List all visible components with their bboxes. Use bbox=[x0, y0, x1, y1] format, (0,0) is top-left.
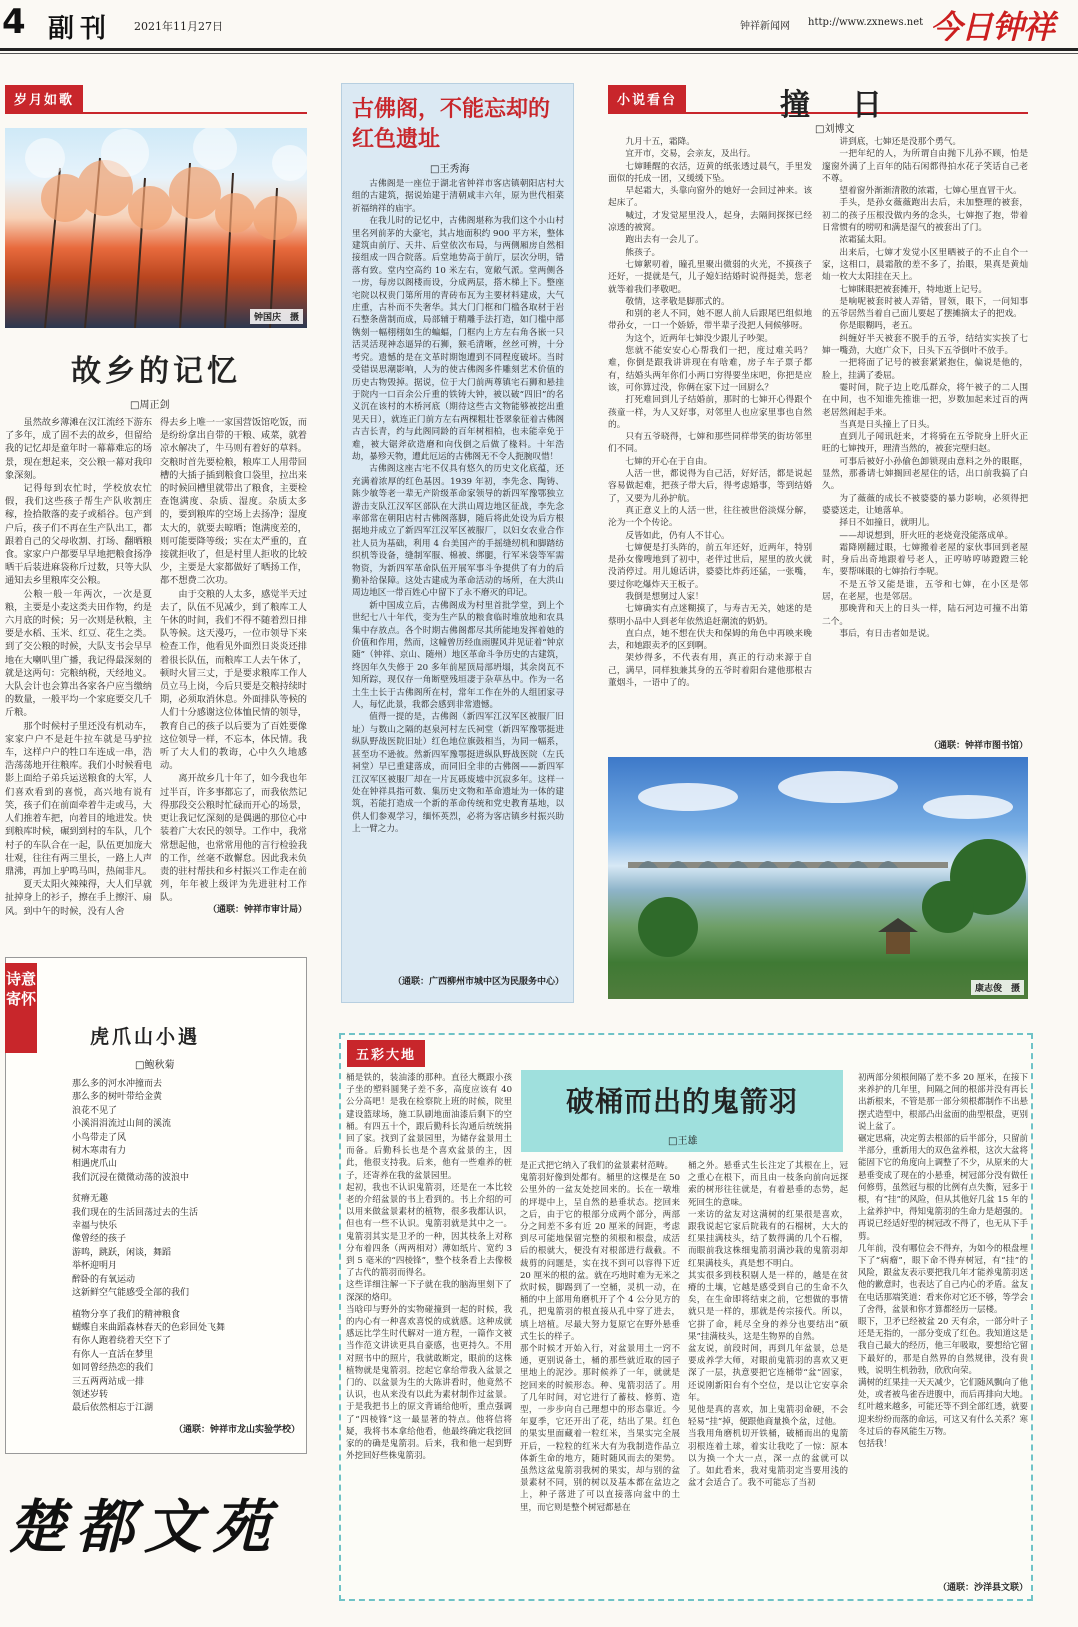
poem-line: 像曾经的孩子 bbox=[72, 1234, 127, 1245]
essay-source: （通联：沙洋县文联） bbox=[937, 1583, 1028, 1593]
paragraph: 直到儿子闻讯赶来，才将骑在五爷院身上肝火正旺的七婶拽开，理清当然的，被套完壁归赵。 bbox=[822, 432, 1028, 455]
paragraph: 七婶确实有点迷糊摸了，与寿吉无关，她迷的是蔡明小品中人到老年依然追赶潮流的奶奶。 bbox=[608, 604, 812, 627]
poem-line: 小鸟带走了风 bbox=[72, 1132, 127, 1143]
paragraph: 架炒得多，不代表有用，真正的行动来源于自己，满早，同样独兼其身的五爷时着阳台建他那根古董烟斗，一语中了的。 bbox=[608, 653, 812, 689]
paragraph: 公粮一般一年两次，一次是夏粮，主要是小麦这类夫田作物，约是六月底的时候；另一次则是秋粮，主要是水稻、玉米、红豆、花生之类。到了交公粮的时候，大队支书会早早地在大喇叭里广播，我记得最深刻的就是这两句：完粮纳税，天经地义。大队会计也会算出各家各户应当缴纳的数量，一般平均一个家庭要交几千斤粮。 bbox=[5, 588, 152, 719]
paragraph: 九月十五，霜降。 bbox=[625, 137, 695, 147]
paragraph: 是响呢被套时被人弄错，冒领，眼下，一问知事的五爷居然当着自己面儿要起了摆摊摘太子的把戏。 bbox=[822, 296, 1028, 320]
article-body-right bbox=[160, 416, 307, 905]
paragraph: 古佛阁这座古宅不仅具有悠久的历史文化底蕴，还充满着浓厚的红色基因。1939 年初，李先念、陶铸、陈少敏等老一辈无产阶级革命家领导的新四军豫鄂独立游击支队江汉军区部队在大洪山周边地区征战，李先念率部常在朝阳店村古佛阁落脚，随后将此处设为后方根据地并成立了新四军江汉军区被服厂，以妇女农业合作社人员为基础，利用 4 台美国产的手摇缝纫机和脚踏纺织机等设备，缝制军服、棉被、绑腿，行军米袋等军需物资，为新四军革命队伍开展军事斗争提供了有力的后勤补给保障。这处古建成为革命活动的场所，在大洪山周边地区一带百姓心中留下了永不磨灭的印记。 bbox=[352, 464, 564, 599]
paragraph: 在我儿时的记忆中，古佛阁堪称为我们这个小山村里名列前茅的大豪宅，其占地面积约 900 平方米，整体建筑由前厅、天井、后堂依次布局，与两侧厢房自然相接组成一四合院落。后堂地势高于前厅，层次分明，错落有致。堂内空高约 10 米左右，宽敞气派。堂两侧各一房，每房以阁楼而设，分成两层，搭木梯上下。整座宅院以权贵门第所用的青砖布瓦为主要材料建成，大气庄重，古朴而不失奢华。其大门门框和门槛各取材于岩石整条凿制而成，局部辅于精雕手法打造，如门槛中部镌刻一幅栩栩如生的蝙蝠，门框内上方左右角各嵌一只活灵活现神态逼异的石狮，猴毛清晰，丝丝可辨，十分考究。遗憾的是在文革时期饱遭到不同程度破坏。当时受错误思潮影响，人为的使古佛阁多件雕刻艺术价值的历史古物毁掉。据说，位于大门前两尊镇宅石狮和悬挂于院内一口百余公斤重的铁铸大钟，被以破“四旧”的名义沉在该村的木桥河底（期待这些古文物能够被挖出重见天日），就连正门前方左右两棵粗壮苍翠象征着古佛阁古吉长青，约与此阁同龄的百年树相柏，也未能幸免于难，被大锯斧砍造磨和向伐倒之后做了椽料。十年浩劫，暴殄天物，遭此厄运的古佛阁无不令人扼腕叹惜！ bbox=[352, 216, 564, 462]
paragraph: 当真是日头撞上了日头。 bbox=[839, 419, 935, 430]
poem-line: 领述岁转 bbox=[72, 1389, 109, 1400]
paragraph: 择日不如撞日，就明儿。 bbox=[839, 518, 935, 529]
paragraph: 夏天太阳火辣辣得，大人们早就扯掉身上的衫子，擦在手上擦汗、扇风。到中午的时候，没有人舍 bbox=[5, 879, 153, 917]
paragraph: 一把年纪的人，为所谓自由抛下儿孙不顾，怕是邃窗外满了上百年的陆石闲都得拍水花子笑话自己老不尊。 bbox=[822, 149, 1028, 184]
section-tag: 五彩大地 bbox=[347, 1040, 425, 1067]
paragraph: 敬情，这孝敬是脚那式的。 bbox=[625, 296, 730, 307]
feature-body bbox=[352, 178, 564, 836]
paragraph: 霜降刚翻过眼，七婶搬着老屋的家伙事回到老屋时，身后出奇地跟着号老人，正哼哧哼哧蹬蹬三轮车，要帮咪眼的七婶抬行李呢。 bbox=[822, 542, 1028, 578]
story-body-right bbox=[822, 136, 1028, 640]
paragraph: 纠缠好半天被套不脱手的五爷，结结实实挨了七婶一嘴劲，大庭广众下，日头下五爷倒叶不放手。 bbox=[822, 333, 1028, 357]
poem-line: 有你人跑着绕着天空下了 bbox=[72, 1336, 172, 1347]
poem-line: 游鸣，跳跃，闲谈，舞蹈 bbox=[72, 1247, 172, 1258]
paragraph: 可事后被好小孙偷色卸锁现由意料之外的眼眶，显然，那番请七婶搁回老屋住的话，出口前我搞了白久。 bbox=[822, 456, 1028, 492]
feature-title: 古佛阁，不能忘却的红色遗址 bbox=[352, 96, 551, 152]
photo-credit: 康志俊 摄 bbox=[971, 980, 1024, 995]
photo-credit: 钟国庆 摄 bbox=[250, 309, 303, 324]
poem-line: 那么多的河水冲撞而去 bbox=[72, 1079, 163, 1089]
poem-line: 蝴蝶自来曲蹈森林春天的色彩回处飞舞 bbox=[72, 1322, 226, 1333]
story-byline: □刘博文 bbox=[815, 124, 855, 135]
essay-body-col-b: 是正式把它纳入了我们的盆景素材范畴。 鬼箭羽好像到处都有。桶里的这棵是在 50 公里外的一盆友处挖回来的。长在一墩堆的坪堤中上，呈自然的悬垂状态。挖回来之后，由于它的根部分成两个部分，两部分之间差不多有近 20 厘米的间距，考虑到尽可能地保留完整的须根和根盘，成活后的根就大，便没有对根部进行裁截。不裁剪的问题是，实在找不到可以容得下近 20 厘米的根的盆。就在巧地时难为无米之炊时候，脚踢到了一空桶，灵机一动，在桶的中上部用角磨机开了个 4 公分见方的孔，把鬼箭羽的根直接从孔中穿了进去，填上培植。尽最大努力复原它在野外悬垂式生长的样子。 那个时候才开始入行，对盆景用土一窍不通，更别说备土，桶的那些就近取的园子里地上的泥沙。那时候养了一年，就就是挖回来的时候形态。种、鬼箭羽活了。用了几年时间，对它进行了蓄枝、修剪、造型，一步步向自己理想中的形态靠近。今年夏季，它还开出了花，结出了果。红色的果实里面藏着一粒红米，当果实完全展开后，一粒粒的红米大有为我制造作品立体新生命的地方，随时随风而去的架势。虽然这盆鬼箭羽我树的果实，却与别的盆景素材不同，别的树以及基本都在盆边之上，种子落进了可以直接落向盆中的土里，而它则是整个树冠都悬在 bbox=[520, 1161, 680, 1513]
paragraph: 和别的老人不同，她不愿人前人后跟尾巴组似地带孙女，一口一个娇娇，带半辈子没把人伺候够呀。 bbox=[608, 309, 812, 332]
poem-source: （通联：钟祥市龙山实验学校） bbox=[173, 1425, 300, 1435]
poem-section-tag: 诗意寄怀 bbox=[5, 963, 37, 1053]
header-rule-thin bbox=[0, 53, 1078, 54]
paragraph: 跑出去有一会儿了。 bbox=[625, 235, 704, 246]
feature-source: （通联：广西柳州市城中区为民服务中心） bbox=[392, 977, 564, 987]
paragraph: 七婶的开心在于自由。 bbox=[625, 456, 713, 467]
poem-line: 树木寒肃有力 bbox=[72, 1146, 127, 1157]
paragraph: 为这个，近两年七婶没少跟儿子吵架。 bbox=[625, 333, 774, 344]
poem-line: 最后依然相忘于江湖 bbox=[72, 1403, 154, 1414]
paragraph: 七婶睡醒的衣活，迈黄的纸张透过晨气，手里发面似的托成一团，又缓缓下坠。 bbox=[608, 161, 812, 184]
paragraph: 打死难回到儿子结婚前，那时的七婶开心得跟个孩童一样，为人又好事，对邻里人也应家里事也自然的。 bbox=[608, 395, 812, 430]
paragraph: 浓霜猛太阳。 bbox=[839, 235, 892, 246]
paragraph: 霎时间，院子边上吃瓜群众，将午被子的二人围在中间，也不知谁先推谁一把，岁数加起来过百的两老居然闹起手来。 bbox=[822, 382, 1028, 418]
poem-line: 我们沉浸在微微动荡的波浪中 bbox=[72, 1172, 190, 1183]
poem-line: 三五两两站成一排 bbox=[72, 1376, 145, 1387]
section-tag: 小说看台 bbox=[608, 85, 686, 112]
paragraph: 新中国成立后，古佛阁成为村里首批学堂，到上个世纪七八十年代，变为生产队的粮食临时堆放地和农具集中存放点。各个时期古佛阁都尽其所能地发挥着她的价值和作用，然而，这幢曾历经血雨腥风并见证着“钟京随”（钟祥、京山、随州）地区革命斗争历史的古建筑，终因年久失修于 20 多年前屋顶局部坍塌，其余岗瓦不知所踪，现仅存一角断壁残垣凄于杂草丛中。作为一名土生土长于古佛阁所在村，常年工作在外的人组团家寻人，每忆此景，我都会感到非常遗憾。 bbox=[352, 600, 564, 711]
paragraph: 直白点，她不想在伏夫和保姆的角色中再映来晚去，和她跟卖矛的区到啊。 bbox=[608, 628, 812, 652]
header-rule bbox=[0, 48, 1078, 51]
essay-body-col-c: 桶之外。悬垂式生长注定了其根在上，冠之重心在根下，而且由一枝条向前向远探索的树形往往就是，有着悬垂的态势，起死回生的意味。 一来访的盆友对这满树的红果很是喜欢，跟我说起它家后院栽有的石榴树，大大的红果挂满枝头，结了数得满的几个石榴，而眼前我这株细鬼箭羽满沙栽的鬼箭羽却红果满枝头，真是想不明白。 其实很多到枝积剔人是一样的，越是在贫瘠的土壤，它越是感受到自己的生命不久矣，在生命即将结束之前，它想做的事情就只是一样的，那就是传宗接代。所以，它拼了命，耗尽全身的养分也要结出“硕果”挂满枝头，这是生物界的自然。 盆友说，前段时间，再到几年盆景，总是要成养学大师，对眼前鬼箭羽的喜欢又更深了一层，执意要把它连桶带“盆”固家，还说刚新阳台有个空位，是以让它安享余年。 见他是真的喜欢，加上鬼箭羽命硬，不会轻易“挂”掉，便跟他商量换个盆，过他。 当我用角磨机切开铁桶，破桶而出的鬼箭羽根连着土球，着实让我吃了一惊：原本以为换一个大一点，深一点的盆就可以了。如此看来，我对鬼箭羽定当要用浅的盆才会适合了。我不可能忘了当初 bbox=[688, 1161, 848, 1489]
paragraph: 不是五爷又能是谁，五爷和七婶，在小区是邻居，在老屋，也是邻居。 bbox=[822, 579, 1028, 602]
paragraph: 望着窗外渐渐清散的浓霜，七婶心里直冒干火。 bbox=[839, 186, 1022, 197]
poem-line: 相遇虎爪山 bbox=[72, 1159, 118, 1170]
poem-line: 举杯迎明月 bbox=[72, 1261, 118, 1272]
poem-line: 小溪涓涓流过山间的溪流 bbox=[72, 1119, 172, 1130]
paragraph: 讲到底，七婶还是没那个勇气。 bbox=[839, 137, 962, 147]
feature-byline: □王秀海 bbox=[430, 164, 470, 175]
page-number: 4 bbox=[2, 2, 26, 42]
essay-title: 破桶而出的鬼箭羽 bbox=[565, 1085, 798, 1118]
forest-photo bbox=[5, 128, 307, 328]
poem-line: 浪花不见了 bbox=[72, 1105, 118, 1116]
paragraph: 熊孩子。 bbox=[625, 247, 661, 258]
lake-bridge-photo bbox=[608, 757, 1028, 999]
section-tag-bar bbox=[347, 1040, 507, 1067]
paragraph: 值得一提的是，古佛阁（新四军江汉军区被服厂旧址）与数山之隔的赵泉河村左氏祠堂（新四军豫鄂挺进纵队野战医院旧址）红色地位旗鼓相当，为同一幅系，甚至功不逊彼。然新四军豫鄂挺进纵队野战医院（左氏祠堂）早已重建落成，而同旧全非的古佛阁——新四军江汉军区被服厂却在一片瓦砾废墟中沉寂多年。这样一处在钟祥具指可数、集历史文物和革命遗址为一体的建筑，若能打造成一个新的革命传统和党史教育基地，以供人们参观学习，缅怀英烈，必将为客店镇乡村振兴助上一臂之力。 bbox=[352, 712, 564, 835]
poem-body bbox=[72, 1078, 300, 1424]
poem-line: 有你人一直活在梦里 bbox=[72, 1349, 154, 1360]
poem-stanza bbox=[72, 1078, 300, 1185]
paragraph: 七婶眯眼把被套摊开，特地逝上记号。 bbox=[839, 284, 988, 295]
essay-byline: □王雄 bbox=[668, 1136, 698, 1147]
paragraph: 离开故乡几十年了，如今我也年过半百，许多事都忘了，而我依然记得那段交公粮时忙碌而开心的场景，更让我记忆深刻的是偶遇的那位心中装着广大农民的领导。工作中，我常常想起他，也常常用他的言行检验我的工作，丝毫不敢懈怠。因此我未负责的驻村帮扶和乡村振兴工作走在前列，年年被上级评为先进驻村工作队。 bbox=[160, 773, 308, 904]
site-url[interactable]: http://www.zxnews.net bbox=[808, 17, 924, 28]
paragraph: 古佛阁是一座位于湖北省钟祥市客店镇朝阳店村大组的古建筑，据说始建于清朝咸丰六年，原为世代相菜祈福纳祥的庙宇。 bbox=[352, 179, 564, 214]
paragraph: 我倒是想舅过人家！ bbox=[625, 591, 704, 602]
poem-line: 幸福与快乐 bbox=[72, 1221, 118, 1232]
article-body-left bbox=[5, 416, 152, 918]
paragraph: 记得每到农忙时，学校放农忙假，我们这些孩子帮生产队收割庄稼，捡拾散落的麦子或稻谷。包产到户后，孩子们不再在生产队出工，都跟着自己的父母收割、打场、翻晒粮食。家家户户都要早早地把粮食扬净晒干后装进麻袋称斤过数，只等大队通知去乡里粮库交公粮。 bbox=[5, 483, 152, 587]
bridge-illustration bbox=[608, 757, 1028, 999]
article-byline: □周正剑 bbox=[130, 400, 170, 411]
poem-byline: □鲍秋菊 bbox=[135, 1060, 175, 1071]
story-source: （通联：钟祥市图书馆） bbox=[928, 741, 1028, 751]
poem-line: 那么多的树叶带给金黄 bbox=[72, 1092, 163, 1103]
story-body-left bbox=[608, 136, 812, 689]
column-calligraphy-title: 楚都文苑 bbox=[8, 1493, 281, 1561]
issue-date: 2021年11月27日 bbox=[134, 20, 223, 33]
poem-title: 虎爪山小遇 bbox=[90, 1026, 201, 1048]
poem-line: 如同曾经热恋的我们 bbox=[72, 1363, 154, 1374]
paragraph: 那个时候村子里还没有机动车，家家户户不是赶牛拉车就是马驴拉车，这样户户的牲口车连成一串，浩浩荡荡地开往粮库。我们小时候看电影上面给子弟兵运送粮食的大军，人们喜欢看到的喜悦，高兴地有说有笑，孩子们在前面牵着牛走或马，大人们推着车把，向着目的地进发。快到粮库时候，碾到到村的车队，几个村子的车队合在一起，队伍更加庞大壮观，往往有两三里长，一路上人声鼎沸，再加上驴鸣马叫，热闹非凡。 bbox=[5, 720, 153, 877]
paragraph: 七婶便是打头阵的，前五年还好，近两年，特别是孙女像嗖地到了初中，老伴过世后，屋里的放火就没消停过。用儿媳话讲，婆婆比炸药还猛，一张嘴，要过你吃爆炸天王板子。 bbox=[608, 542, 812, 590]
poem-line: 这新鲜空气能感受全部的我们 bbox=[72, 1288, 190, 1299]
section-title: 副刊 bbox=[48, 14, 113, 44]
paragraph: 虽然故乡薄滩在汉江流经下游东了多年，成了固不去的故乡，但留给我的记忆却是童年时一幕幕难忘的场景，现在想起来，交公粮一幕对我印象深刻。 bbox=[5, 417, 153, 481]
poem-stanza bbox=[72, 1193, 300, 1300]
paragraph: 由于交粮的人太多，感觉半天过去了，队伍不见减少，到了粮库工人午休的时间，我们不得不随着烈日排队等候。这天漫巧，一位市领导下来检查工作，他看见外面烈日炎炎还排着很长队伍，而粮库工人去午休了，顿时火冒三丈，于是要求粮库工作人员立马上岗，今后只要是交粮持续时期，必须取消休息。外面排队等候的人们十分感谢这位体恤民情的领导，教育自己的孩子以后要为了百姓要像这位领导一样，不忘本，体民情。我听了大人们的教诲，心中久久地感动。 bbox=[160, 588, 308, 772]
paragraph: 反皆如此，仍有人不甘心。 bbox=[625, 530, 730, 541]
paragraph: 为了薇薇的成长不被婆婆的暴力影响，必须得把婆婆送走，让她落单。 bbox=[822, 493, 1028, 516]
poem-stanza bbox=[72, 1309, 300, 1416]
paragraph: 您就不能安安心心帮我们一把，度过难关吗？难，你倒是跟我讲讲现在有啥难，房子车子票子都有，结婚头两年你们小两口穷得要坐床吧，你把是应该，可你算过没，你俩在家下过一回厨么？ bbox=[608, 346, 812, 393]
section-tag-bar bbox=[5, 85, 307, 114]
paragraph: 真正意义上的人活一世，往往被世俗淡煤分解，沦为一个个传论。 bbox=[608, 505, 812, 529]
paragraph: 手头，是孙女薇薇跑出去后，未加整理的被套，初二的孩子压根没做内务的念头，七婶抱了抱，带着日常惯有的唠叨和满是湿气的被套出了门。 bbox=[822, 198, 1028, 234]
newspaper-logo: 今日钟祥 bbox=[930, 8, 1055, 46]
forest-trees-illustration bbox=[5, 128, 307, 328]
poem-line: 贫瘠无趣 bbox=[72, 1194, 109, 1205]
essay-body-col-d: 初两部分须根间隔了差不多 20 厘米，在接下来养护的几年里，间隔之间的根部并没有再长出新根来，不管是那一部分须根都制作不出悬摆式造型中，根部凸出盆面的曲型根盘，更别说上盆了。 碾定思痛，决定剪去根部的后半部分，只留前半部分，重新用大的双色盆养根，这次大盆将能固下它的角度向上调整了不少，从原来的大悬垂变成了现在的小悬垂，树冠部分没有做任何修剪，虽然冠与根的比例有点失衡，冠多于根，有“挂”的风险，但从其他好几盆 15 年的上盆养护中，得知鬼箭羽的生命力是超强的。再说已经适好型的树冠改不得了，也无从下手剪。 几年前，没有哪位会不得弃，为如今的根盘埋下了“病瘤”，眼下命不得弃树冠，有“挂”的风险，跟盆友表示要把我几年才能养鬼箭羽送他的歉意时，也表达了自己内心的矛盾。盆友在电话那端笑道：看来你对它还不够，等学会了舍得，盆景和你才算都经历一层楼。 眼下，卫矛已经被盆 20 天有余，一部分叶子还是无指的，一部分变成了红色。我知道这是我自己最大的经历，他三年吸取，要想给它留下最好的，那是自然界的自然规律，没有贵贱，说明生机勃勃，欣欣向荣。 满树的红果挂一天天减少，它们随风飘向了他处，或者被鸟雀吞进腹中，而后再排向大地。红叶越来越多，可能还等不到全部红透，就要迎来纷纷而落的命运，可这又有什么关系？寒冬过后的春风能生万物。 包括我！ bbox=[858, 1073, 1029, 1450]
paragraph: 一把将面了记号的被套紧紧抱住，偏说是他的，脸上，挂满了委屈。 bbox=[822, 358, 1028, 381]
paragraph: 人活一世，都说得为自己活，好好活，都是说起容易做起难，把孩子带大后，得考虑婚事，等到结婚了，又要为儿孙护航。 bbox=[608, 469, 812, 504]
paragraph: 事后，有日击者如是说。 bbox=[839, 628, 935, 639]
section-tag: 岁月如歌 bbox=[5, 85, 83, 112]
poem-line: 我们现在的生活回荡过去的生活 bbox=[72, 1207, 199, 1218]
article-source: （通联：钟祥市审计局） bbox=[207, 905, 307, 915]
poem-line: 醉卧的有氧运动 bbox=[72, 1274, 136, 1285]
essay-body-col-a: 桶是铁的，装油漆的那种。直径大概跟小孩子坐的塑料圆凳子差不多，高度应该有 40 公分高吧！是我在检察院上班的时候，院里建设篮球场，施工队刷地面油漆后剩下的空桶。有四五十个，跟后勤科长沟通后统统捐回了家。找到了盆景园里，为储存盆景用土而备。后勤科长也是个喜欢盆景的主，因此，他很支持我。后来，他有一些难养的桩子，还寄养在我的盆景园里。 起初，我也不认识鬼箭羽，还是在一本比较老的介绍盆景的书上看到的。书上介绍的可以用来做盆景素材的植物，很多我都认识，但也有一些不认识。鬼箭羽就是其中之一。鬼箭羽其实是卫矛的一种，因其枝条上对称分布着四条（两两相对）薄如纸片、宽约 3 到 5 毫米的“四棱锋”，整个枝条看上去像极了古代的箭羽而得名。 这些详细注解一下子就在我的脑海里刻下了深深的烙印。 当晗印与野外的实物碰撞到一起的时候，我的内心有一种喜欢喜悦的成就感。这种成就感远比学生时代解对一道方程，一篇作文被当作范文讲读更具自豪感，也更持久。不用对照书中的照片，我就敢断定，眼前的这株植物就是鬼箭羽。挖起它拿给带我入盆景之门的、以盆景为生的大陈讲看时，他竟然不认识，也从来没有以此为素材制作过盆景。于是我把书上的原文背诵给他听，重点强调了“四棱锋”这一最显著的特点。他将信将疑，我将书本拿给他看，他最终确定我挖回家的的确是鬼箭羽。后来，我和他一起到野外挖回好些株鬼箭羽。 bbox=[346, 1073, 512, 1462]
site-name: 钟祥新闻网 bbox=[740, 21, 790, 32]
story-title: 撞 日 bbox=[780, 88, 888, 123]
paragraph: 你是眼糊吗，老五。 bbox=[839, 321, 918, 332]
paragraph: 那晚背和天上的日头一样，陆石河边可撞不出第二个。 bbox=[822, 604, 1028, 627]
paragraph: ——却说想到，肝火旺的老烧竟没能落成单。 bbox=[839, 530, 1014, 541]
paragraph: 只有五爷晓得，七婶和那些同样带笑的街坊邻里们不同。 bbox=[608, 432, 812, 455]
paragraph: 七婶絮叨着，瞳孔里聚出微弱的火光，不摸孩子还好，一提就是气，儿子媳妇结婚时说得挺美，您老就等着我们孝敬吧。 bbox=[608, 259, 812, 295]
paragraph: 出来后，七婶才发觉小区里晒被子的不止自个一家，这相口，晨霜散的差不多了，抬眼，果真是黄灿灿一枚大太阳挂在天上。 bbox=[822, 247, 1028, 283]
article-title: 故乡的记忆 bbox=[71, 354, 241, 389]
poem-line: 植物分享了我们的精神粮食 bbox=[72, 1309, 181, 1320]
paragraph: 早起霜大，头靠向窗外的她好一会回过神来。该起床了。 bbox=[608, 186, 812, 209]
paragraph: 宜开市，交易，会亲友，及出行。 bbox=[625, 149, 756, 160]
paragraph: 得去乡上唯一一家国营饭馆吃饭，而是纷纷拿出自带的干粮、咸菜，就着凉水解决了，牛马则有着好的草料。交粮时首先要检粮，粮库工人用带回槽的大插子插到粮食口袋里，拉出来的时候回槽里就带出了粮食，主要检查饱满度、杂质、湿度。杂质太多的，要到粮库的空场上去扬净；湿度太大的，就要去晾晒；饱满度差的，则可能要降等级；实在太严重的，直接就拒收了，但是村里人拒收的比较少，主要是大家都做好了晒扬工作，都不想费二次功。 bbox=[160, 417, 307, 587]
paragraph: 喊过，才发觉屋里没人，起身，去隔间探探已经凉透的被窝。 bbox=[608, 210, 812, 234]
